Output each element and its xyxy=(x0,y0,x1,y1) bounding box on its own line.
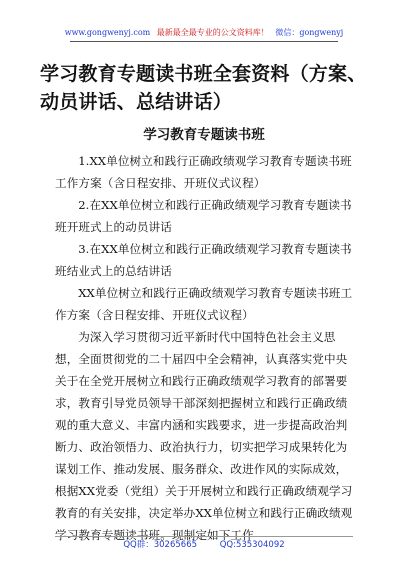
body-paragraph: XX单位树立和践行正确政绩观学习教育专题读书班工作方案（含日程安排、开班仪式议程） xyxy=(55,286,353,322)
section-title: 学习教育专题读书班 xyxy=(143,127,265,143)
header-slogan: 最新最全最专业的公文资料库！ xyxy=(156,28,269,37)
header-wechat: 微信：gongwenyj xyxy=(275,28,344,37)
document-title: 学习教育专题读书班全套资料（方案、动员讲话、总结讲话） xyxy=(40,63,367,113)
footer-bar xyxy=(0,540,408,550)
body-paragraph: 3.在XX单位树立和践行正确政绩观学习教育专题读书班结业式上的总结讲话 xyxy=(55,242,352,278)
header-website-link[interactable]: www.gongwenyj.com xyxy=(64,28,151,37)
body-paragraph: 为深入学习贯彻习近平新时代中国特色社会主义思想，全面贯彻党的二十届四中全会精神，认真落实党中央关于在全党开展树立和践行正确政绩观学习教育的部署要求，教育引导党员领导干部深刻把握树立和践行正确政绩观的重大意义、丰富内涵和实践要求，进一步提高政治判断力、政治领悟力、政治执行力，切实把学习成果转化为谋划工作、推动发展、服务群众、改进作风的实际成效，根据XX党委（党组）关于开展树立和践行正确政绩观学习教育的有关安排，决定举办XX单位树立和践行正确政绩观学习教育专题读书班。现制定如下工作 xyxy=(55,330,353,542)
header-bar xyxy=(0,28,408,38)
footer-qq: QQ:535304092 xyxy=(219,540,285,550)
body-paragraph: 2.在XX单位树立和践行正确政绩观学习教育专题读书班开班式上的动员讲话 xyxy=(55,198,352,234)
header-divider xyxy=(70,41,338,42)
body-paragraph: 1.XX单位树立和践行正确政绩观学习教育专题读书班工作方案（含日程安排、开班仪式议程） xyxy=(55,154,352,190)
footer-divider xyxy=(55,536,353,537)
footer-qq-group: QQ群：30265665 xyxy=(123,540,198,550)
document-body xyxy=(55,150,355,546)
